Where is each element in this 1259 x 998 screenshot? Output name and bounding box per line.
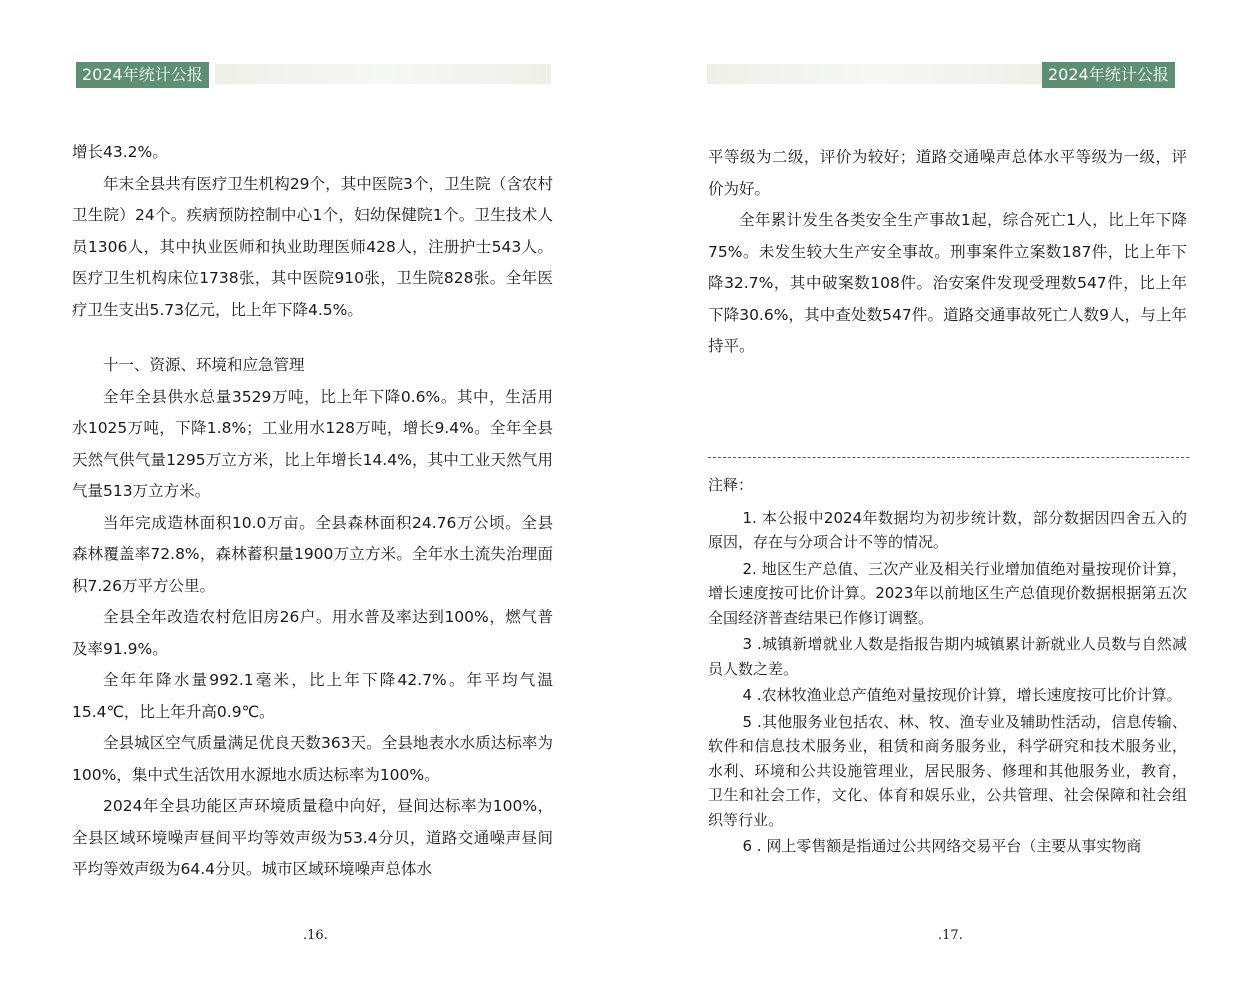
paragraph: 2024年全县功能区声环境质量稳中向好，昼间达标率为100%，全县区域环境噪声昼间平均等效声级为53.4分贝，道路交通噪声昼间平均等效声级为64.4分贝。城市区域环境噪声总体水 xyxy=(72,797,553,878)
right-page xyxy=(630,0,1259,998)
right-body xyxy=(708,142,1187,363)
paragraph: 年末全县共有医疗卫生机构29个，其中医院3个，卫生院（含农村卫生院）24个。疾病预防控制中心1个，妇幼保健院1个。卫生技术人员1306人，其中执业医师和执业助理医师428人，注册护士543人。医疗卫生机构床位1738张，其中医院910张，卫生院828张。全年医疗卫生支出5.73亿元，比上年下降4.5%。 xyxy=(72,174,553,319)
paragraph: 当年完成造林面积10.0万亩。全县森林面积24.76万公顷。全县森林覆盖率72.8%，森林蓄积量1900万立方米。全年水土流失治理面积7.26万平方公里。 xyxy=(72,513,553,595)
header-band xyxy=(215,64,551,84)
note-item: 1. 本公报中2024年数据均为初步统计数，部分数据因四舍五入的原因，存在与分项合计不等的情况。 xyxy=(708,508,1187,551)
paragraph: 全年年降水量992.1毫米，比上年下降42.7%。年平均气温15.4℃，比上年升高0.9℃。 xyxy=(72,671,553,721)
note-item: 3 .城镇新增就业人数是指报告期内城镇累计新就业人员数与自然减员人数之差。 xyxy=(708,635,1187,678)
notes-title: 注释： xyxy=(708,476,754,494)
paragraph: 增长43.2%。 xyxy=(72,143,168,161)
header-title: 2024年统计公报 xyxy=(1042,62,1175,88)
paragraph: 全县城区空气质量满足优良天数363天。全县地表水水质达标率为100%，集中式生活饮用水源地水质达标率为100%。 xyxy=(72,734,553,784)
paragraph: 全年全县供水总量3529万吨，比上年下降0.6%。其中，生活用水1025万吨，下降1.8%；工业用水128万吨，增长9.4%。全年全县天然气供气量1295万立方米，比上年增长14.4%，其中工业天然气用气量513万立方米。 xyxy=(72,387,553,500)
note-item: 6 . 网上零售额是指通过公共网络交易平台（主要从事实物商 xyxy=(742,837,1142,855)
paragraph: 全县全年改造农村危旧房26户。用水普及率达到100%，燃气普及率91.9%。 xyxy=(72,608,553,658)
paragraph: 全年累计发生各类安全生产事故1起，综合死亡1人，比上年下降75%。未发生较大生产安全事故。刑事案件立案数187件，比上年下降32.7%，其中破案数108件。治安案件发现受理数547件，比上年下降30.6%，其中查处数547件。道路交通事故死亡人数9人，与上年持平。 xyxy=(708,211,1187,355)
paragraph: 平等级为二级，评价为较好；道路交通噪声总体水平等级为一级，评价为好。 xyxy=(708,148,1187,198)
page-number: .16. xyxy=(303,928,328,943)
notes-divider xyxy=(708,457,1189,458)
left-body xyxy=(72,137,553,886)
header-band xyxy=(707,64,1042,84)
header-title: 2024年统计公报 xyxy=(76,62,209,88)
page-number: .17. xyxy=(938,928,963,943)
note-item: 4 .农林牧渔业总产值绝对量按现价计算，增长速度按可比价计算。 xyxy=(742,686,1182,704)
note-item: 5 .其他服务业包括农、林、牧、渔专业及辅助性活动，信息传输、软件和信息技术服务业，租赁和商务服务业，科学研究和技术服务业，水利、环境和公共设施管理业，居民服务、修理和其他服务业，教育，卫生和社会工作，文化、体育和娱乐业，公共管理、社会保障和社会组织等行业。 xyxy=(708,712,1187,829)
notes-section xyxy=(708,473,1187,861)
note-item: 2. 地区生产总值、三次产业及相关行业增加值绝对量按现价计算，增长速度按可比价计算。2023年以前地区生产总值现价数据根据第五次全国经济普查结果已作修订调整。 xyxy=(708,559,1187,627)
section-title: 十一、资源、环境和应急管理 xyxy=(103,356,305,374)
